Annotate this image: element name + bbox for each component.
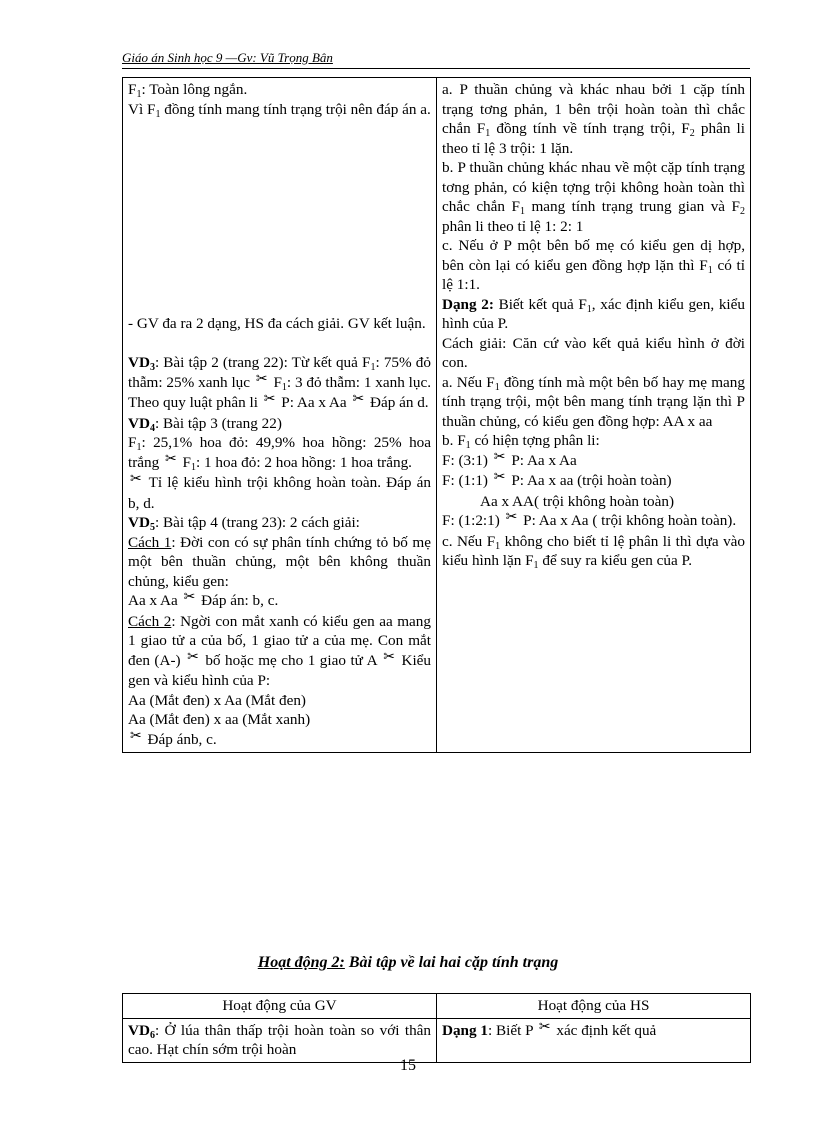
table-row	[123, 78, 751, 753]
scissors-icon: ✂	[165, 451, 177, 467]
activity-table-2	[122, 993, 751, 1063]
page-number: 15	[400, 1057, 416, 1074]
table-row: $VD_6$: Ở lúa thân thấp trội hoàn toàn so với thân cao. Hạt chín sớm trội hoàn Dạng 1: Biết P ✂ xác định kết quả	[123, 1018, 751, 1062]
case-a: a. P thuần chủng và khác nhau bởi 1 cặp tính trạng tơng phản, 1 bên trội hoàn toàn thì chắc chắn $F_1$ đồng tính về tính trạng trội, $F_2$ phân li theo tỉ lệ 3 trội: 1 lặn.	[442, 81, 745, 157]
scissors-icon: ✂	[493, 449, 506, 465]
scissors-icon: ✂	[183, 590, 196, 605]
header-hs: Hoạt động của HS	[437, 994, 751, 1019]
scissors-icon: ✂	[538, 1019, 551, 1035]
case-b: b. P thuần chủng khác nhau về một cặp tính trạng tơng phản, có kiện tợng trội không hoàn toàn thì chắc chắn $F_1$ mang tính trạng trung gian và $F_2$ phân li theo tỉ lệ 1: 2: 1	[442, 159, 745, 235]
scissors-icon: ✂	[352, 392, 365, 407]
scissors-icon: ✂	[130, 472, 142, 487]
vd4-paragraph: $F_1$: 25,1% hoa đỏ: 49,9% hoa hồng: 25% hoa trắng ✂ $F_1$: 1 hoa đỏ: 2 hoa hồng: 1 hoa trắng.	[128, 434, 431, 473]
scissors-icon: ✂	[263, 392, 276, 407]
scissors-icon: ✂	[383, 649, 395, 665]
student-column: a. P thuần chủng và khác nhau bởi 1 cặp tính trạng tơng phản, 1 bên trội hoàn toàn thì chắc chắn $F_1$ đồng tính về tính trạng trội, $F_2$ phân li theo tỉ lệ 3 trội: 1 lặn. b. P thuần chủng khác nhau về một cặp tính trạng tơng phản, có kiện tợng trội không hoàn toàn thì chắc chắn $F_1$ mang tính trạng trung gian và $F_2$ phân li theo tỉ lệ 1: 2: 1 c. Nếu ở P một bên bố mẹ có kiểu gen dị hợp, bên còn lại có kiểu gen đồng hợp lặn thì $F_1$ có tỉ lệ 1:1. Dạng 2: Biết kết quả $F_1$, xác định kiểu gen, kiểu hình của P. Cách giải: Căn cứ vào kết quả kiểu hình ở đời con. a. Nếu $F_1$ đồng tính mà một bên bố hay mẹ mang tính trạng trội, một bên mang tính trạng lặn thì P thuần chủng, có kiểu gen đồng hợp: AA x aa b. $F_1$ có hiện tợng phân li: F: (3:1) ✂ P: Aa x Aa F: (1:1) ✂ P: Aa x aa (trội hoàn toàn) Aa x AA( trội không hoàn toàn) F: (1:2:1) ✂ P: Aa x Aa ( trội không hoàn toàn). c. Nếu $F_1$ không cho biết tỉ lệ phân li thì dựa vào kiểu hình lặn $F_1$ để suy ra kiểu gen của P.	[437, 78, 751, 753]
vd4-heading: $VD_4$: Bài tập 3 (trang 22)	[128, 414, 282, 434]
vd5-heading: $VD_5$: Bài tập 4 (trang 23): 2 cách giải:	[128, 514, 360, 533]
scissors-icon: ✂	[187, 649, 199, 665]
scissors-icon: ✂	[130, 728, 142, 744]
header-gv: Hoạt động của GV	[123, 994, 437, 1019]
cach1-paragraph: Cách 1: Đời con có sự phân tính chứng tỏ bố mẹ một bên thuần chủng, một bên không thuần chủng, kiểu gen:	[128, 533, 431, 590]
cach2-paragraph: Cách 2: Ngời con mắt xanh có kiểu gen aa mang 1 giao tử a của bố, 1 giao tử a của mẹ. Con mắt đen (A-) ✂ bố hoặc mẹ cho 1 giao tử A ✂ Kiểu gen và kiểu hình của P:	[128, 612, 431, 689]
case-c: c. Nếu ở P một bên bố mẹ có kiểu gen dị hợp, bên còn lại có kiểu gen đồng hợp lặn thì $F_1$ có tỉ lệ 1:1.	[442, 237, 746, 293]
scissors-icon: ✂	[493, 470, 506, 485]
activity-table-1	[122, 77, 751, 753]
table-header-row	[123, 994, 751, 1019]
vd3-paragraph: $VD_3$: Bài tập 2 (trang 22): Từ kết quả $F_1$: 75% đỏ thẫm: 25% xanh lục ✂ $F_1$: 3 đỏ thẫm: 1 xanh lục. Theo quy luật phân li ✂ P: Aa x Aa ✂ Đáp án d.	[128, 354, 431, 411]
header-rule	[122, 68, 750, 69]
section-title: Hoạt động 2: Bài tập về lai hai cặp tính trạng	[257, 954, 559, 971]
scissors-icon: ✂	[505, 510, 518, 525]
scissors-icon: ✂	[255, 371, 268, 387]
dang2-heading: Dạng 2: Biết kết quả $F_1$, xác định kiểu gen, kiểu hình của P.	[442, 295, 745, 332]
page-header: Giáo án Sinh học 9 —Gv: Vũ Trọng Bân	[122, 50, 333, 65]
teacher-column: $F_1$: Toàn lông ngắn. Vì $F_1$ đồng tính mang tính trạng trội nên đáp án a. - GV đa ra 2 dạng, HS đa cách giải. GV kết luận. $VD_3$: Bài tập 2 (trang 22): Từ kết quả $F_1$: 75% đỏ thẫm: 25% xanh lục ✂ $F_1$: 3 đỏ thẫm: 1 xanh lục. Theo quy luật phân li ✂ P: Aa x Aa ✂ Đáp án d. $VD_4$: Bài tập 3 (trang 22) $F_1$: 25,1% hoa đỏ: 49,9% hoa hồng: 25% hoa trắng ✂ $F_1$: 1 hoa đỏ: 2 hoa hồng: 1 hoa trắng. ✂ Tỉ lệ kiểu hình trội không hoàn toàn. Đáp án b, d. $VD_5$: Bài tập 4 (trang 23): 2 cách giải: Cách 1: Đời con có sự phân tính chứng tỏ bố mẹ một bên thuần chủng, một bên không thuần chủng, kiểu gen: Aa x Aa ✂ Đáp án: b, c. Cách 2: Ngời con mắt xanh có kiểu gen aa mang 1 giao tử a của bố, 1 giao tử a của mẹ. Con mắt đen (A-) ✂ bố hoặc mẹ cho 1 giao tử A ✂ Kiểu gen và kiểu hình của P: Aa (Mắt đen) x Aa (Mắt đen) Aa (Mắt đen) x aa (Mắt xanh) ✂ Đáp ánb, c.	[123, 78, 437, 753]
gv-instruction: - GV đa ra 2 dạng, HS đa cách giải. GV kết luận.	[128, 315, 426, 332]
